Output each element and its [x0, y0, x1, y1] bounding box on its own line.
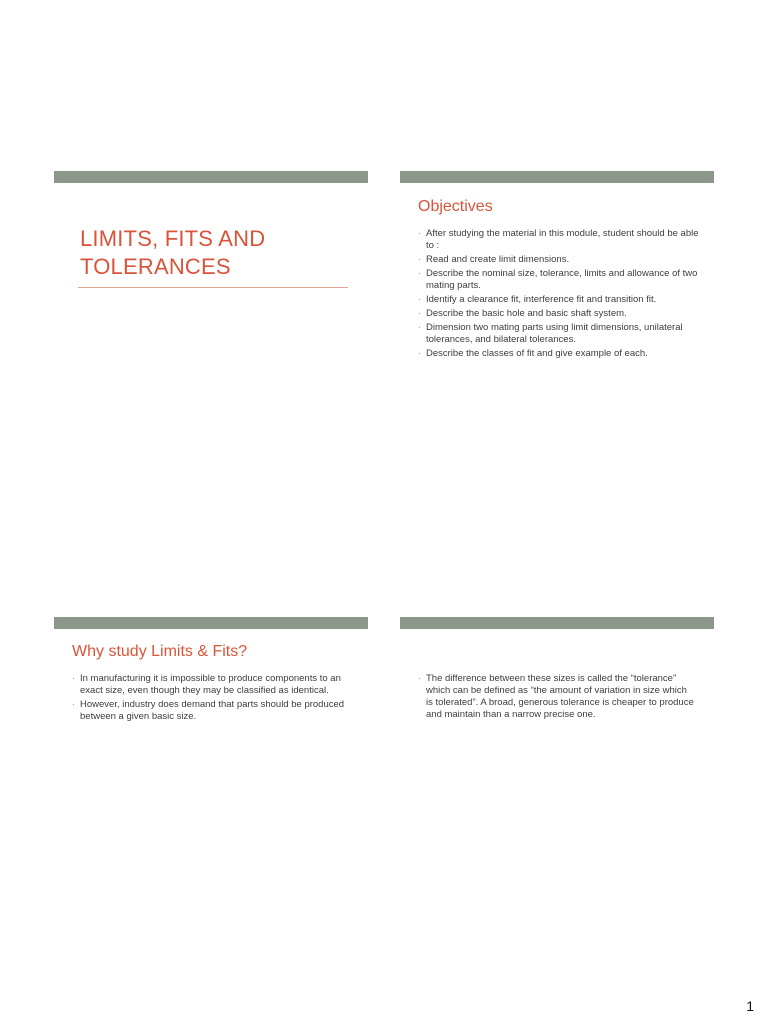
slide-2-bullet-list	[418, 228, 708, 362]
bullet-item: · Identify a clearance fit, interference fit and transition fit.	[418, 294, 708, 306]
title-underline	[78, 287, 348, 288]
bullet-item: · Read and create limit dimensions.	[418, 254, 708, 266]
bullet-item: · The difference between these sizes is called the “tolerance” which can be defined as “the amount of variation in size which is tolerated”. A broad, generous tolerance is cheaper to produce and maintain than a narrow precise one.	[418, 673, 696, 721]
slide-3-title: Why study Limits & Fits?	[72, 643, 248, 660]
slide-2-title: Objectives	[418, 198, 493, 215]
slide-header-bar	[400, 171, 714, 183]
slide-1-title: LIMITS, FITS AND TOLERANCES	[80, 226, 266, 279]
slide-3-bullet-list	[72, 673, 354, 725]
bullet-item: · Describe the nominal size, tolerance, limits and allowance of two mating parts.	[418, 268, 708, 292]
bullet-item: · Describe the classes of fit and give example of each.	[418, 348, 708, 360]
slide-header-bar	[54, 617, 368, 629]
slide-4	[400, 617, 714, 977]
bullet-item: · Dimension two mating parts using limit dimensions, unilateral tolerances, and bilateral tolerances.	[418, 322, 708, 346]
slide-header-bar	[400, 617, 714, 629]
page-number: 1	[746, 998, 754, 1014]
bullet-item: · Describe the basic hole and basic shaft system.	[418, 308, 708, 320]
bullet-item: · In manufacturing it is impossible to produce components to an exact size, even though they may be classified as identical.	[72, 673, 354, 697]
slide-1	[54, 171, 368, 531]
slide-header-bar	[54, 171, 368, 183]
bullet-item: · After studying the material in this module, student should be able to :	[418, 228, 708, 252]
slide-3	[54, 617, 368, 977]
slide-4-bullet-list	[418, 673, 696, 723]
slide-2	[400, 171, 714, 531]
bullet-item: · However, industry does demand that parts should be produced between a given basic size.	[72, 699, 354, 723]
